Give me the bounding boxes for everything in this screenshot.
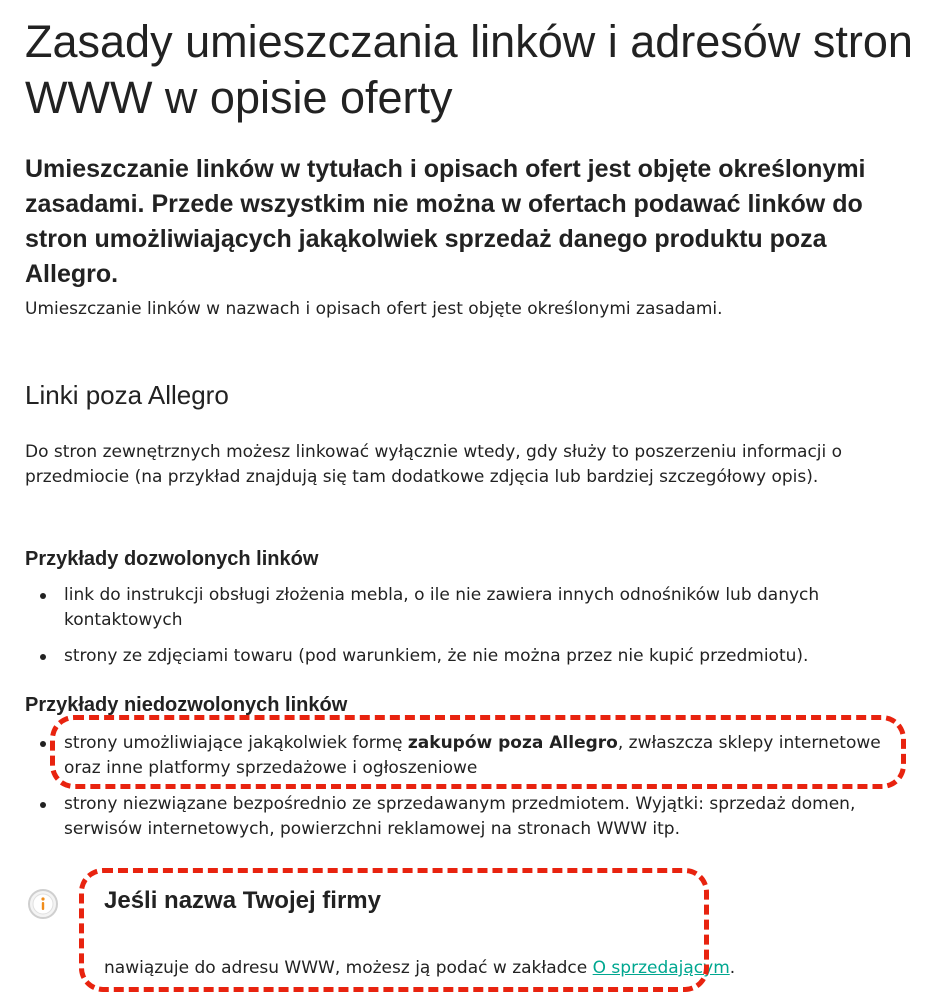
highlight-box-forbidden bbox=[50, 715, 906, 789]
list-item bbox=[25, 644, 925, 669]
highlight-box-note bbox=[79, 868, 709, 992]
list-item bbox=[25, 792, 905, 842]
list-item-text-start: strony umożliwiające jakąkolwiek formę bbox=[64, 733, 408, 753]
list-item-text-end: , zwłaszcza sklepy internetowe oraz inne platformy sprzedażowe i ogłoszeniowe bbox=[64, 733, 881, 778]
note-text-end: . bbox=[729, 958, 736, 978]
info-icon bbox=[28, 889, 58, 919]
intro-paragraph: Umieszczanie linków w nazwach i opisach ofert jest objęte określonymi zasadami. bbox=[25, 299, 723, 319]
list-item-text: strony niezwiązane bezpośrednio ze sprzedawanym przedmiotem. Wyjątki: sprzedaż domen, serwisów internetowych, powierzchni reklamowej na stronach WWW itp. bbox=[64, 794, 856, 839]
allowed-links-list bbox=[25, 583, 925, 669]
page-title: Zasady umieszczania linków i adresów stron WWW w opisie oferty bbox=[25, 16, 913, 123]
bullet bbox=[40, 593, 46, 599]
bullet bbox=[40, 654, 46, 660]
list-item-text: link do instrukcji obsługi złożenia mebla, o ile nie zawiera innych odnośników lub danych kontaktowych bbox=[64, 585, 820, 630]
bullet bbox=[40, 741, 46, 747]
note-title: Jeśli nazwa Twojej firmy bbox=[104, 887, 381, 914]
bullet bbox=[40, 802, 46, 808]
forbidden-links-heading: Przykłady niedozwolonych linków bbox=[25, 694, 348, 716]
lead-paragraph: Umieszczanie linków w tytułach i opisach ofert jest objęte określonymi zasadami. Przede wszystkim nie można w ofertach podawać linków do stron umożliwiających jakąkolwiek sprzedaż danego produktu poza Allegro. bbox=[25, 155, 866, 288]
list-item bbox=[25, 583, 925, 633]
about-seller-link[interactable]: O sprzedającym bbox=[592, 958, 730, 978]
section-heading-outside-links: Linki poza Allegro bbox=[25, 380, 229, 410]
allowed-links-heading: Przykłady dozwolonych linków bbox=[25, 548, 319, 570]
list-item-bold-text: zakupów poza Allegro bbox=[407, 733, 618, 753]
note-text-start: nawiązuje do adresu WWW, możesz ją podać w zakładce bbox=[104, 958, 593, 978]
outside-links-description: Do stron zewnętrznych możesz linkować wyłącznie wtedy, gdy służy to poszerzeniu informacji o przedmiocie (na przykład znajdują się tam dodatkowe zdjęcia lub bardziej szczegółowy opis). bbox=[25, 442, 843, 487]
list-item-text: strony ze zdjęciami towaru (pod warunkiem, że nie można przez nie kupić przedmiotu). bbox=[64, 646, 809, 666]
